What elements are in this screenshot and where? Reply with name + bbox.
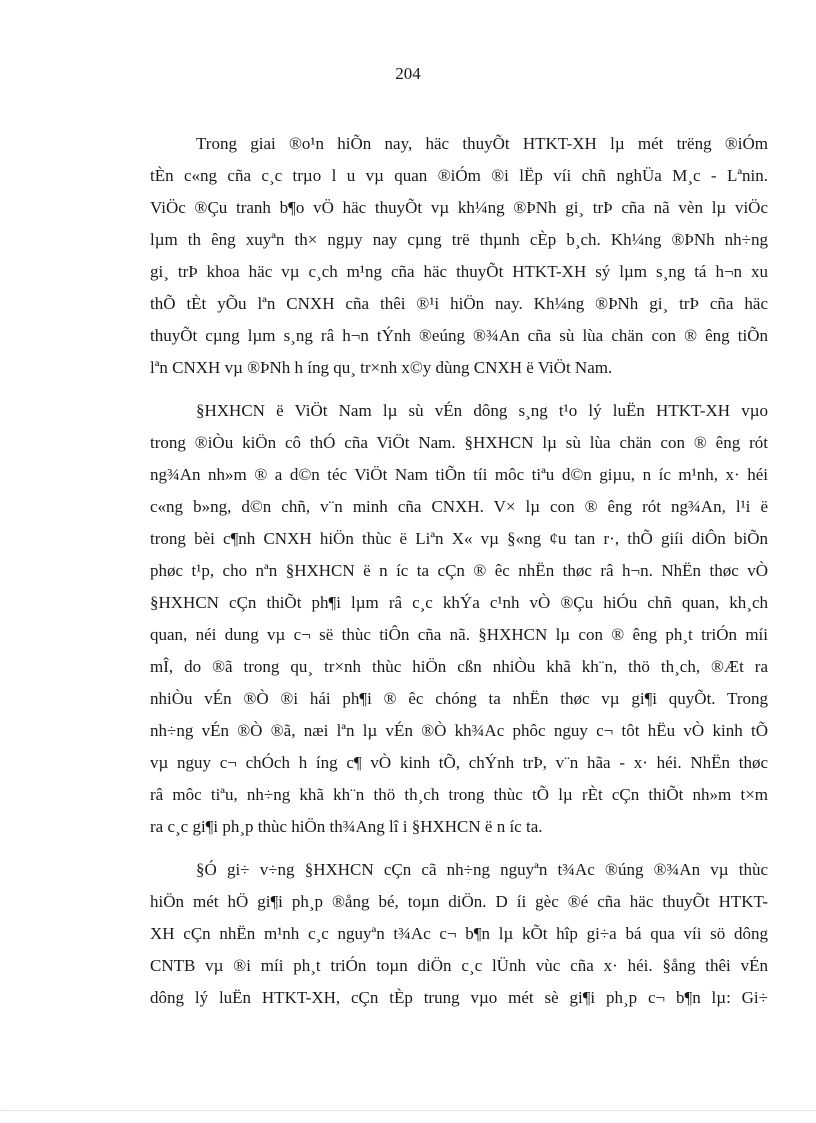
text-line: ViÖc ®Çu tranh b¶o vÖ häc thuyÕt vµ kh¼ng ®ÞNh gi¸ trÞ cña nã vèn lµ viÖc: [150, 198, 768, 217]
text-line: §Ó gi÷ v÷ng §HXHCN cÇn cã nh÷ng nguyªn t¾Ac ®úng ®¾An vµ thùc: [196, 860, 768, 879]
body-text: [150, 128, 768, 1025]
text-line: trong bèi c¶nh CNXH hiÖn thùc ë Liªn X« vµ §«ng ¢u tan r·, thÕ giíi diÔn biÕn: [150, 529, 768, 548]
text-line: nhiÒu vÉn ®Ò ®i hái ph¶i ® êc chóng ta nhËn thøc vµ gi¶i quyÕt. Trong: [150, 689, 768, 708]
text-line: gi¸ trÞ khoa häc vµ c¸ch m¹ng cña häc thuyÕt HTKT-XH sý lµm s¸ng tá h¬n xu: [150, 262, 768, 281]
text-line: ra c¸c gi¶i ph¸p thùc hiÖn th¾Ang lî i §HXHCN ë n íc ta.: [150, 817, 543, 836]
text-line: §HXHCN ë ViÖt Nam lµ sù vÉn dông s¸ng t¹o lý luËn HTKT-XH vµo: [196, 401, 768, 420]
text-line: CNTB vµ ®i míi ph¸t triÓn toµn diÖn c¸c lÜnh vùc cña x· héi. §ång thêi vÉn: [150, 956, 768, 975]
text-line: hiÖn mét hÖ gi¶i ph¸p ®ång bé, toµn diÖn. D íi gèc ®é cña häc thuyÕt HTKT-: [150, 892, 768, 911]
text-line: thuyÕt cµng lµm s¸ng râ h¬n tÝnh ®eúng ®¾An cña sù lùa chän con ® êng tiÕn: [150, 326, 768, 345]
text-line: quan, néi dung vµ c¬ së thùc tiÔn cña nã. §HXHCN lµ con ® êng ph¸t triÓn míi: [150, 625, 768, 644]
text-line: lµm th êng xuyªn th× ngµy nay cµng trë thµnh cÈp b¸ch. Kh¼ng ®ÞNh nh÷ng: [150, 230, 768, 249]
text-line: lªn CNXH vµ ®ÞNh h íng qu¸ tr×nh x©y dùng CNXH ë ViÖt Nam.: [150, 358, 613, 377]
text-line: dông lý luËn HTKT-XH, cÇn tÈp trung vµo mét sè gi¶i ph¸p c¬ b¶n lµ: Gi÷: [150, 988, 768, 1007]
text-line: ng¾An nh»m ® a d©n téc ViÖt Nam tiÕn tíi môc tiªu d©n giµu, n íc m¹nh, x· héi: [150, 465, 768, 484]
page-number: 204: [395, 64, 421, 83]
text-line: trong ®iÒu kiÖn cô thÓ cña ViÖt Nam. §HXHCN lµ sù lùa chän con ® êng rót: [150, 433, 768, 452]
text-line: râ môc tiªu, nh÷ng khã kh¨n thö th¸ch trong thùc tÕ lµ rÈt cÇn thiÕt nh»m t×m: [150, 785, 768, 804]
text-line: vµ nguy c¬ chÓch h íng c¶ vÒ kinh tÕ, chÝnh trÞ, v¨n hãa - x· héi. NhËn thøc: [150, 753, 768, 772]
paragraph: [150, 128, 768, 384]
text-line: c«ng b»ng, d©n chñ, v¨n minh cña CNXH. V× lµ con ® êng rót ng¾An, l¹i ë: [150, 497, 768, 516]
page-bottom-divider: [0, 1110, 816, 1111]
text-line: nh÷ng vÉn ®Ò ®ã, næi lªn lµ vÉn ®Ò kh¾Ac phôc nguy c¬ tôt hËu vÒ kinh tÕ: [150, 721, 768, 740]
text-line: thÕ tÈt yÕu lªn CNXH cña thêi ®¹i hiÖn nay. Kh¼ng ®ÞNh gi¸ trÞ cña häc: [150, 294, 768, 313]
paragraph: [150, 395, 768, 843]
text-line: mÎ, do ®ã trong qu¸ tr×nh thùc hiÖn cßn nhiÒu khã kh¨n, thö th¸ch, ®Æt ra: [150, 657, 768, 676]
text-line: phøc t¹p, cho nªn §HXHCN ë n íc ta cÇn ® êc nhËn thøc râ h¬n. NhËn thøc vÒ: [150, 561, 768, 580]
text-line: §HXHCN cÇn thiÕt ph¶i lµm râ c¸c khÝa c¹nh vÒ ®Çu hiÓu chñ quan, kh¸ch: [150, 593, 768, 612]
text-line: XH cÇn nhËn m¹nh c¸c nguyªn t¾Ac c¬ b¶n lµ kÕt hîp gi÷a bá qua víi sö dông: [150, 924, 768, 943]
text-line: tÈn c«ng cña c¸c trµo l u vµ quan ®iÓm ®i lËp víi chñ nghÜa M¸c - Lªnin.: [150, 166, 768, 185]
text-line: Trong giai ®o¹n hiÕn nay, häc thuyÕt HTKT-XH lµ mét trëng ®iÓm: [196, 134, 768, 153]
paragraph: [150, 854, 768, 1014]
